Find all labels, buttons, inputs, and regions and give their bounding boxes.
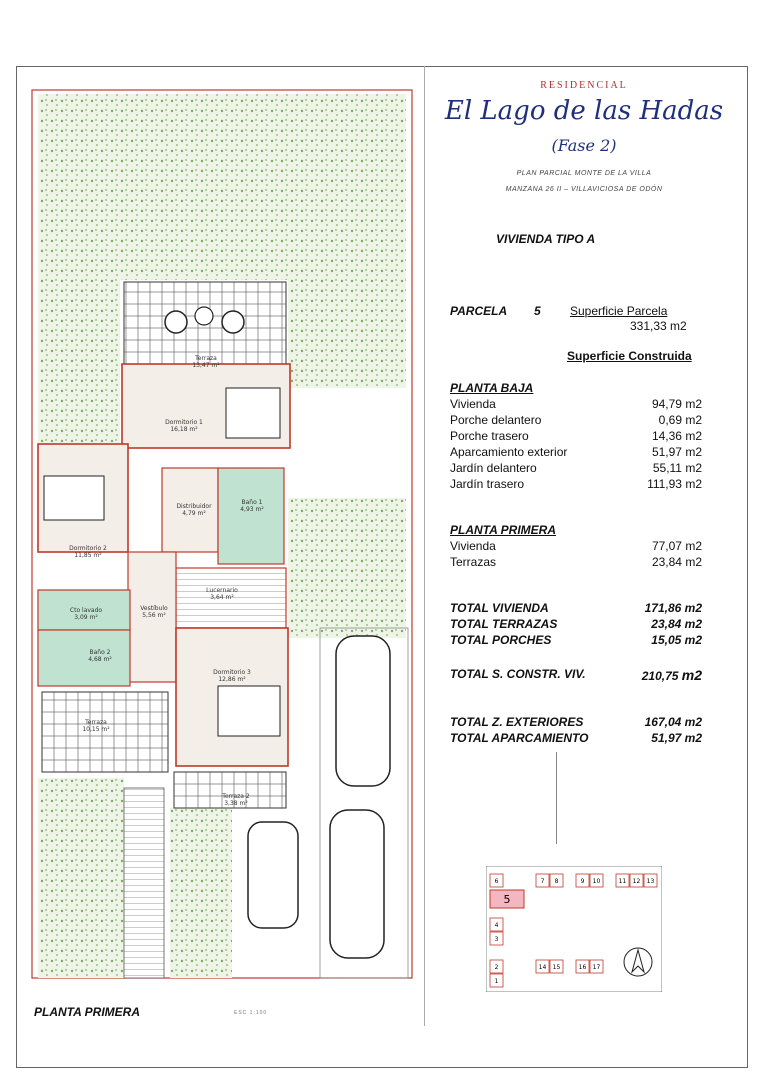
planta-primera-row <box>450 555 702 569</box>
planta-primera-heading: PLANTA PRIMERA <box>450 523 556 537</box>
key-lot-number: 13 <box>646 878 655 885</box>
exterior-row-label: TOTAL Z. EXTERIORES <box>450 715 584 729</box>
parcela-label: PARCELA <box>450 304 508 318</box>
total-row-value: 23,84 m2 <box>651 617 702 631</box>
planta-baja-row-value: 94,79 m2 <box>651 397 702 411</box>
planta-baja-row <box>450 413 702 427</box>
total-row <box>450 617 702 631</box>
planta-baja-row-value: 55,11 m2 <box>652 461 702 475</box>
plan-parcial: PLAN PARCIAL MONTE DE LA VILLA <box>516 170 652 177</box>
key-lot-number: 3 <box>494 936 499 943</box>
room-label: Baño 2 4,68 m² <box>88 649 112 663</box>
parcela-number: 5 <box>534 304 541 318</box>
garden-left-upper <box>38 280 120 458</box>
room-label: Baño 1 4,93 m² <box>240 499 264 513</box>
planta-baja-row <box>450 477 702 491</box>
key-lot-number: 12 <box>632 878 641 885</box>
garden-right-mid <box>288 498 406 638</box>
garden-front-left <box>38 778 124 978</box>
exterior-row-value: 167,04 m2 <box>644 715 702 729</box>
total-row <box>450 633 702 647</box>
planta-baja-row-label: Vivienda <box>450 397 496 411</box>
bed-icon <box>218 686 280 736</box>
scale-note: ESC 1:100 <box>234 1010 268 1016</box>
chair-right <box>222 311 244 333</box>
exterior-row <box>450 715 702 729</box>
planta-baja-row-value: 111,93 m2 <box>647 477 702 491</box>
leader-line <box>556 752 557 844</box>
key-lot-number: 16 <box>578 964 587 971</box>
key-lot-number: 8 <box>554 878 559 885</box>
exterior-row <box>450 731 702 745</box>
planta-baja-row-label: Jardín trasero <box>450 477 525 491</box>
superficie-parcela-value: 331,33 m2 <box>630 319 687 333</box>
bed-icon <box>44 476 104 520</box>
key-lot-number: 10 <box>592 878 601 885</box>
key-lot-selected-number: 5 <box>503 893 511 906</box>
room-label: Vestíbulo 5,56 m² <box>140 605 168 619</box>
total-row-value: 15,05 m2 <box>651 633 702 647</box>
total-construida-row <box>450 667 702 681</box>
planta-baja-row-label: Jardín delantero <box>450 461 537 475</box>
total-construida-label: TOTAL S. CONSTR. VIV. <box>450 667 586 681</box>
key-lot-number: 4 <box>494 922 499 929</box>
planta-baja-row <box>450 461 702 475</box>
chair-left <box>165 311 187 333</box>
floor-plan <box>30 88 416 1006</box>
room-bano-2 <box>38 630 130 686</box>
residencial-label: RESIDENCIAL <box>540 80 628 91</box>
exterior-row-label: TOTAL APARCAMIENTO <box>450 731 589 745</box>
room-label: Dormitorio 3 12,86 m² <box>213 669 251 683</box>
key-lot-number: 2 <box>494 964 499 971</box>
key-lot-number: 11 <box>618 878 627 885</box>
room-label: Dormitorio 1 16,18 m² <box>165 419 203 433</box>
room-bano-1 <box>218 468 284 564</box>
room-label: Dormitorio 2 11,85 m² <box>69 545 107 559</box>
key-lot-number: 15 <box>552 964 561 971</box>
total-construida-value: 210,75 m2 <box>641 667 702 683</box>
planta-primera-row-value: 77,07 m2 <box>651 539 702 553</box>
room-label: Terraza 2 3,38 m² <box>222 793 250 807</box>
garden-right-upper <box>288 280 406 388</box>
planta-baja-heading: PLANTA BAJA <box>450 381 534 395</box>
plan-name: PLANTA PRIMERA <box>34 1005 140 1019</box>
planta-baja-row-value: 14,36 m2 <box>651 429 702 443</box>
bed-icon <box>226 388 280 438</box>
key-lot-number: 9 <box>580 878 585 885</box>
planta-baja-row-value: 51,97 m2 <box>651 445 702 459</box>
project-phase: (Fase 2) <box>551 136 617 155</box>
planta-primera-row-value: 23,84 m2 <box>651 555 702 569</box>
garden-rear <box>38 94 406 280</box>
total-row <box>450 601 702 615</box>
room-label: Terraza 13,47 m² <box>192 355 220 369</box>
sheet-divider <box>424 66 425 1026</box>
total-row-label: TOTAL VIVIENDA <box>450 601 549 615</box>
planta-baja-row <box>450 445 702 459</box>
key-lot-number: 1 <box>494 978 499 985</box>
planta-primera-row-label: Terrazas <box>450 555 497 569</box>
room-label: Cto lavado 3,09 m² <box>69 607 103 621</box>
table-round <box>195 307 213 325</box>
planta-baja-row <box>450 397 702 411</box>
car-icon <box>330 810 384 958</box>
planta-baja-row <box>450 429 702 443</box>
planta-baja-row-label: Porche trasero <box>450 429 529 443</box>
exterior-row-value: 51,97 m2 <box>651 731 702 745</box>
project-title: El Lago de las Hadas <box>444 96 724 126</box>
planta-baja-row-label: Aparcamiento exterior <box>450 445 568 459</box>
planta-baja-row-label: Porche delantero <box>450 413 542 427</box>
superficie-parcela-label: Superficie Parcela <box>570 304 668 318</box>
planta-baja-row-value: 0,69 m2 <box>658 413 702 427</box>
key-lot-number: 7 <box>540 878 545 885</box>
superficie-construida-label: Superficie Construida <box>567 349 692 363</box>
room-label: Terraza 10,15 m² <box>82 719 110 733</box>
key-lot-number: 17 <box>592 964 601 971</box>
planta-primera-row <box>450 539 702 553</box>
exterior-stairs <box>124 788 164 978</box>
key-plan <box>486 866 662 992</box>
car-icon <box>248 822 298 928</box>
garden-front-mid <box>170 808 232 978</box>
key-lot-number: 6 <box>494 878 499 885</box>
planta-primera-row-label: Vivienda <box>450 539 496 553</box>
vivienda-tipo: VIVIENDA TIPO A <box>496 232 596 246</box>
total-row-label: TOTAL PORCHES <box>450 633 552 647</box>
key-lot-number: 14 <box>538 964 547 971</box>
north-arrow-icon <box>624 948 652 976</box>
total-row-value: 171,86 m2 <box>644 601 702 615</box>
manzana: MANZANA 26 II – VILLAVICIOSA DE ODÓN <box>505 186 663 193</box>
room-label: Distribuidor 4,79 m² <box>176 503 212 517</box>
room-label: Lucernario 3,64 m² <box>206 587 238 601</box>
car-icon <box>336 636 390 786</box>
total-row-label: TOTAL TERRAZAS <box>450 617 558 631</box>
